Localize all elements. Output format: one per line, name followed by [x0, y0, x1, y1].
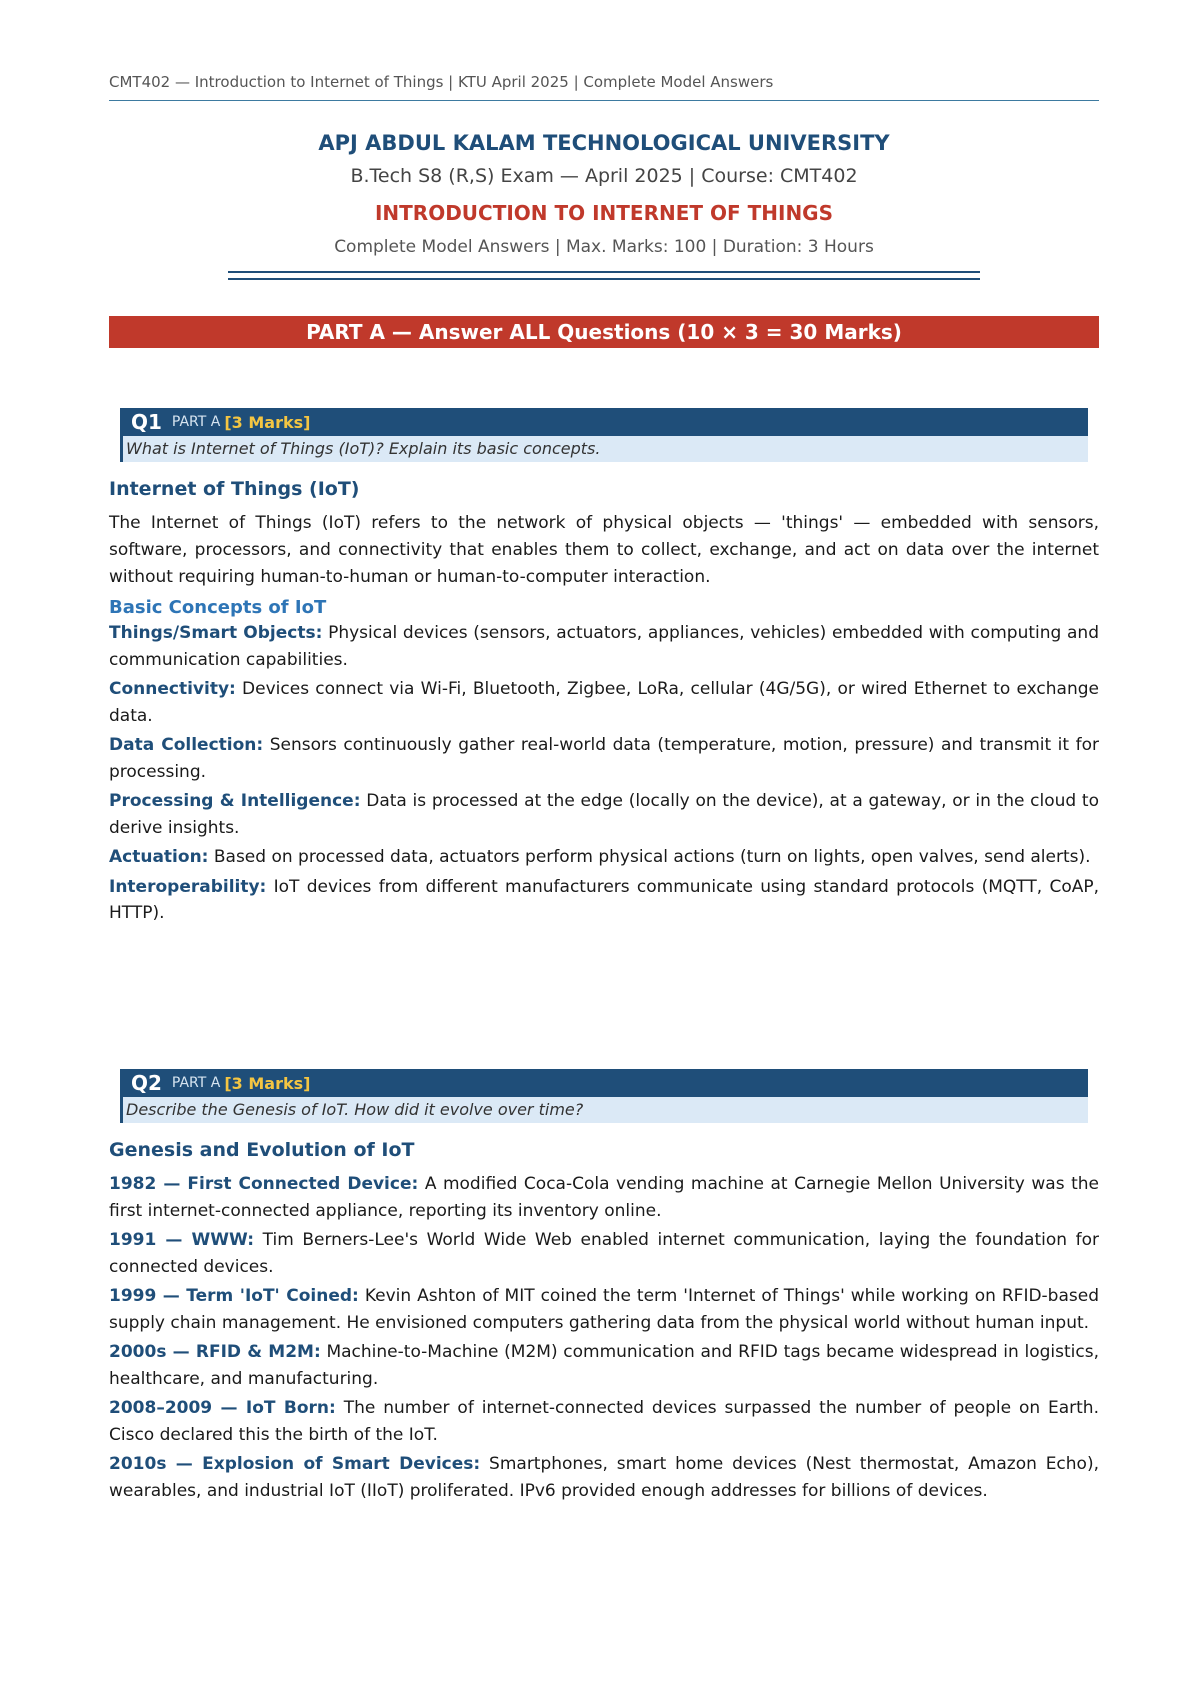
list-item: [109, 1227, 1099, 1280]
question-part: PART A: [171, 414, 221, 430]
answer-heading: Internet of Things (IoT): [109, 478, 360, 500]
item-term: 1982 — First Connected Device:: [109, 1174, 419, 1194]
list-item: [109, 1395, 1099, 1448]
title-block: [109, 131, 1099, 280]
item-text: Smartphones, smart home devices (Nest thermostat, Amazon Echo), wearables, and industrial IoT (IIoT) proliferated. IPv6 provided enough addresses for billions of devices.: [109, 1454, 1099, 1501]
list-item: [109, 676, 1099, 729]
item-text: A modified Coca-Cola vending machine at Carnegie Mellon University was the first internet-connected appliance, reporting its inventory online.: [109, 1174, 1099, 1221]
item-term: 2008–2009 — IoT Born:: [109, 1398, 336, 1418]
item-text: Based on processed data, actuators perform physical actions (turn on lights, open valves, send alerts).: [208, 847, 1091, 867]
concept-list: [109, 620, 1099, 927]
answer-heading: Genesis and Evolution of IoT: [109, 1139, 415, 1161]
list-item: [109, 1171, 1099, 1224]
item-term: 1999 — Term 'IoT' Coined:: [109, 1286, 359, 1306]
item-term: Processing & Intelligence:: [109, 791, 361, 811]
item-text: Machine-to-Machine (M2M) communication and RFID tags became widespread in logistics, healthcare, and manufacturing.: [109, 1342, 1099, 1389]
university-name: APJ ABDUL KALAM TECHNOLOGICAL UNIVERSITY: [318, 131, 890, 155]
list-item: [109, 1339, 1099, 1392]
course-title: INTRODUCTION TO INTERNET OF THINGS: [374, 201, 834, 225]
item-term: Actuation:: [109, 847, 209, 867]
running-header: CMT402 — Introduction to Internet of Things | KTU April 2025 | Complete Model Answers: [109, 73, 1099, 101]
question-2-header: [120, 1069, 1088, 1097]
question-part: PART A: [171, 1075, 221, 1091]
timeline-list: [109, 1171, 1099, 1504]
question-marks: [3 Marks]: [224, 412, 311, 432]
list-item: [109, 1283, 1099, 1336]
item-term: 2000s — RFID & M2M:: [109, 1342, 321, 1362]
answer-intro: The Internet of Things (IoT) refers to the network of physical objects — 'things' — embedded with sensors, software, processors, and connectivity that enables them to collect, exchange, and act on data over the internet without requiring human-to-human or human-to-computer interaction.: [109, 513, 1099, 587]
question-text: Describe the Genesis of IoT. How did it evolve over time?: [120, 1097, 1088, 1123]
question-text: What is Internet of Things (IoT)? Explain its basic concepts.: [120, 436, 1088, 462]
question-1-header: [120, 408, 1088, 436]
item-term: Connectivity:: [109, 679, 236, 699]
list-item: [109, 620, 1099, 673]
question-marks: [3 Marks]: [224, 1073, 311, 1093]
question-number: Q1: [131, 410, 162, 434]
double-rule-divider: [228, 271, 980, 280]
item-text: IoT devices from different manufacturers communicate using standard protocols (MQTT, CoAP, HTTP).: [109, 876, 1099, 923]
item-text: Devices connect via Wi-Fi, Bluetooth, Zigbee, LoRa, cellular (4G/5G), or wired Ethernet to exchange data.: [109, 679, 1099, 726]
answer-subheading: Basic Concepts of IoT: [109, 597, 327, 618]
item-text: Kevin Ashton of MIT coined the term 'Internet of Things' while working on RFID-based supply chain management. He envisioned computers gathering data from the physical world without human input.: [109, 1286, 1100, 1333]
list-item: [109, 1451, 1099, 1504]
part-a-banner: PART A — Answer ALL Questions (10 × 3 = 30 Marks): [109, 316, 1099, 348]
item-term: 1991 — WWW:: [109, 1230, 255, 1250]
list-item: [109, 874, 1099, 927]
question-number: Q2: [131, 1071, 162, 1095]
exam-meta: Complete Model Answers | Max. Marks: 100 | Duration: 3 Hours: [334, 237, 874, 257]
exam-info: B.Tech S8 (R,S) Exam — April 2025 | Course: CMT402: [350, 165, 858, 187]
item-text: Sensors continuously gather real-world data (temperature, motion, pressure) and transmit it for processing.: [109, 735, 1099, 782]
item-term: Data Collection:: [109, 735, 264, 755]
list-item: [109, 732, 1099, 785]
item-text: Data is processed at the edge (locally on the device), at a gateway, or in the cloud to derive insights.: [109, 791, 1099, 838]
list-item: [109, 844, 1099, 871]
question-1: [109, 408, 1099, 930]
item-term: Things/Smart Objects:: [109, 623, 323, 643]
item-text: The number of internet-connected devices surpassed the number of people on Earth. Cisco declared this the birth of the IoT.: [109, 1398, 1099, 1445]
item-term: Interoperability:: [109, 876, 267, 897]
item-text: Physical devices (sensors, actuators, appliances, vehicles) embedded with computing and communication capabilities.: [109, 623, 1099, 670]
item-term: 2010s — Explosion of Smart Devices:: [109, 1454, 481, 1474]
item-text: Tim Berners-Lee's World Wide Web enabled internet communication, laying the foundation for connected devices.: [109, 1230, 1099, 1277]
list-item: [109, 788, 1099, 841]
question-2: [109, 1069, 1099, 1507]
